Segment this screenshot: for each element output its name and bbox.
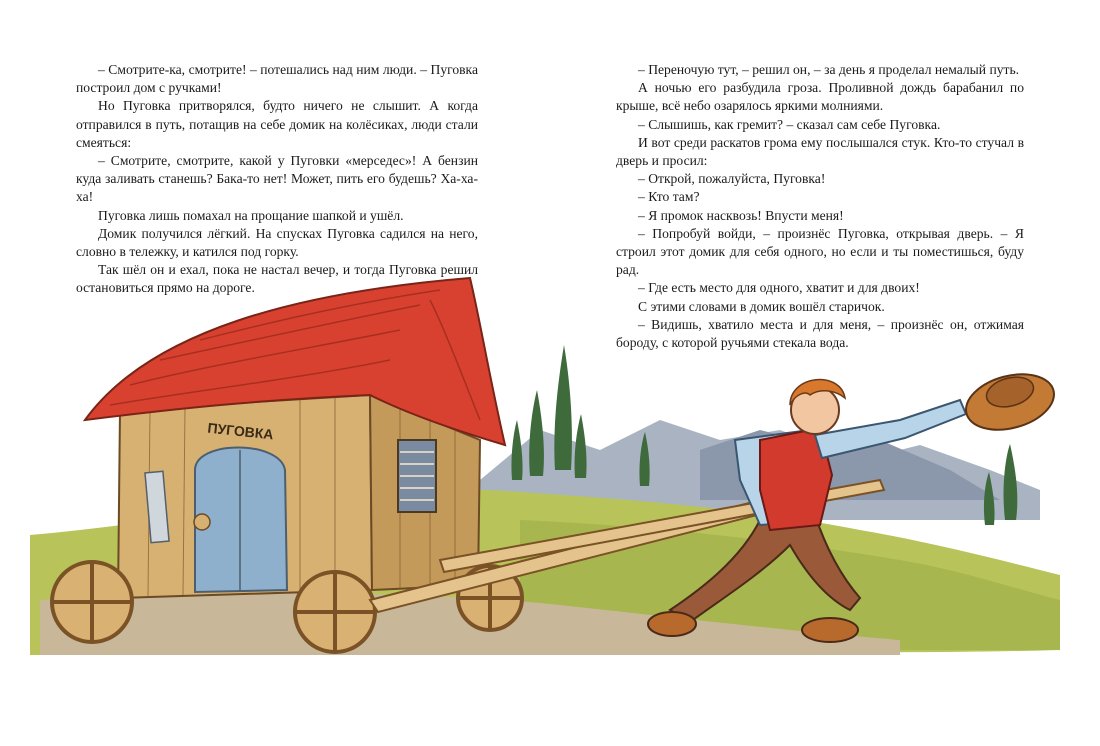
paragraph: Но Пуговка притворялся, будто ничего не слышит. А когда отправился в путь, потащив на себе домик на колёсиках, люди стали смеяться: — [76, 98, 478, 150]
paragraph: – Кто там? — [638, 189, 700, 205]
door-knob — [194, 514, 210, 530]
paragraph: – Где есть место для одного, хватит и для двоих! — [638, 280, 920, 296]
boot — [648, 612, 696, 636]
paragraph: С этими словами в домик вошёл старичок. — [638, 298, 885, 314]
illustration-canvas — [0, 262, 1100, 746]
paragraph: А ночью его разбудила гроза. Проливной дождь барабанил по крыше, всё небо озарялось яркими молниями. — [616, 80, 1024, 114]
paragraph: – Попробуй войди, – произнёс Пуговка, открывая дверь. – Я строил этот домик для себя одного, но если и ты поместишься, буду рад. — [616, 225, 1024, 278]
paragraph: – Я промок насквозь! Впусти меня! — [638, 207, 844, 223]
paragraph: И вот среди раскатов грома ему послышался стук. Кто-то стучал в дверь и просил: — [616, 134, 1024, 169]
paragraph: Так шёл он и ехал, пока не настал вечер, и тогда Пуговка решил остановиться прямо на дороге. — [76, 262, 478, 296]
paragraph: – Смотрите-ка, смотрите! – потешались над ним люди. – Пуговка построил дом с ручками! — [76, 62, 478, 96]
paragraph: – Слышишь, как гремит? – сказал сам себе Пуговка. — [638, 116, 941, 132]
paragraph: – Открой, пожалуйста, Пуговка! — [638, 171, 826, 187]
boot — [802, 618, 858, 642]
story-illustration — [0, 262, 1100, 746]
wagon-house — [85, 278, 505, 598]
paragraph: – Смотрите, смотрите, какой у Пуговки «мерседес»! А бензин куда заливать станешь? Бака-то нет! Может, пить его будешь? Ха-ха-ха! — [76, 153, 478, 205]
paragraph: – Видишь, хватило места и для меня, – произнёс он, отжимая бороду, с которой ручьями стекала вода. — [616, 316, 1024, 351]
paragraph: Домик получился лёгкий. На спусках Пуговка садился на него, словно в тележку, и катился под горку. — [76, 225, 478, 260]
paragraph: Пуговка лишь помахал на прощание шапкой и ушёл. — [98, 207, 404, 223]
paragraph: – Переночую тут, – решил он, – за день я проделал немалый путь. — [638, 62, 1020, 77]
house-sign: ПУГОВКА — [206, 419, 275, 443]
